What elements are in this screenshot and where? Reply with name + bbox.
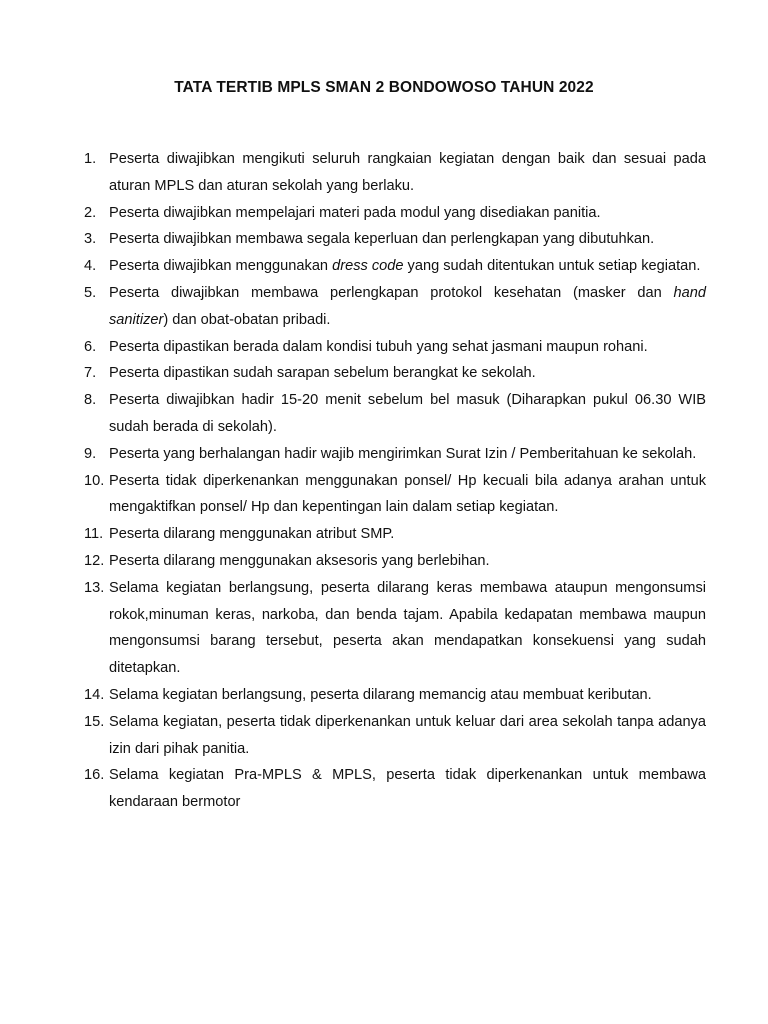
- rule-item: [84, 200, 706, 227]
- rule-number: 10.: [84, 472, 105, 489]
- rule-text-segment: Selama kegiatan Pra-MPLS & MPLS, peserta tidak diperkenankan untuk membawa kendaraan bermotor: [109, 767, 706, 811]
- rule-number: 16.: [84, 767, 105, 784]
- rule-item: [84, 253, 706, 280]
- rule-text-segment: Peserta diwajibkan mengikuti seluruh rangkaian kegiatan dengan baik dan sesuai pada aturan MPLS dan aturan sekolah yang berlaku.: [109, 151, 706, 194]
- rule-number: 15.: [84, 713, 105, 730]
- rule-number: 9.: [84, 445, 97, 462]
- rule-text-segment: Peserta yang berhalangan hadir wajib mengirimkan Surat Izin / Pemberitahuan ke sekolah.: [109, 445, 697, 462]
- rule-text-segment: Peserta diwajibkan mempelajari materi pada modul yang disediakan panitia.: [109, 204, 601, 221]
- rule-number: 6.: [84, 338, 97, 355]
- rule-item: [84, 441, 706, 468]
- rules-list: [84, 146, 706, 816]
- rule-text: [109, 339, 648, 355]
- rule-item: [84, 334, 706, 361]
- rule-item: [84, 762, 706, 816]
- rule-text-segment: yang sudah ditentukan untuk setiap kegiatan.: [403, 258, 701, 275]
- rule-text: [109, 365, 536, 381]
- rule-number: 2.: [84, 204, 97, 221]
- rule-text: [109, 714, 706, 757]
- rule-number: 7.: [84, 365, 97, 382]
- rule-number: 11.: [84, 526, 104, 543]
- rule-item: [84, 682, 706, 709]
- rule-text: [109, 258, 700, 274]
- rule-item: [84, 280, 706, 334]
- rule-text-segment: Peserta diwajibkan membawa segala keperluan dan perlengkapan yang dibutuhkan.: [109, 231, 655, 248]
- rule-item: [84, 360, 706, 387]
- rule-number: 13.: [84, 579, 105, 596]
- rule-text-segment: Peserta diwajibkan membawa perlengkapan protokol kesehatan (masker dan: [109, 284, 674, 301]
- rule-item: [84, 468, 706, 522]
- rule-number: 4.: [84, 258, 97, 275]
- rule-number: 14.: [84, 686, 105, 703]
- rule-text: [109, 687, 652, 703]
- rule-text-segment: Selama kegiatan berlangsung, peserta dilarang memancig atau membuat keributan.: [109, 686, 652, 703]
- rule-text-segment: Peserta dipastikan berada dalam kondisi tubuh yang sehat jasmani maupun rohani.: [109, 338, 648, 355]
- rule-item: [84, 226, 706, 253]
- rule-text-segment: Peserta dilarang menggunakan aksesoris yang berlebihan.: [109, 552, 490, 569]
- rule-text: [109, 473, 706, 516]
- rule-item: [84, 521, 706, 548]
- rule-number: 12.: [84, 552, 105, 569]
- rule-text-segment: Selama kegiatan berlangsung, peserta dilarang keras membawa ataupun mengonsumsi rokok,minuman keras, narkoba, dan benda tajam. Apabila kedapatan membawa maupun mengonsumsi barang tersebut, peserta akan mendapatkan konsekuensi yang sudah ditetapkan.: [109, 579, 706, 677]
- rule-text: [109, 580, 706, 676]
- rule-text-italic: hand sanitizer: [109, 284, 706, 328]
- rule-text: [109, 446, 696, 462]
- rule-number: 5.: [84, 284, 97, 301]
- rule-text-segment: Peserta dipastikan sudah sarapan sebelum berangkat ke sekolah.: [109, 365, 536, 382]
- rule-text: [109, 526, 394, 542]
- rule-item: [84, 709, 706, 763]
- rule-text-segment: Peserta dilarang menggunakan atribut SMP.: [109, 526, 395, 543]
- rule-number: 8.: [84, 392, 97, 409]
- rule-item: [84, 146, 706, 200]
- rule-item: [84, 575, 706, 682]
- rule-text-segment: Peserta diwajibkan hadir 15-20 menit sebelum bel masuk (Diharapkan pukul 06.30 WIB sudah berada di sekolah).: [109, 392, 706, 435]
- rule-text: [109, 553, 490, 569]
- rule-text: [109, 392, 706, 435]
- rule-text-segment: Selama kegiatan, peserta tidak diperkenankan untuk keluar dari area sekolah tanpa adanya izin dari pihak panitia.: [109, 713, 706, 757]
- rule-text-segment: Peserta tidak diperkenankan menggunakan ponsel/ Hp kecuali bila adanya arahan untuk mengaktifkan ponsel/ Hp dan kepentingan lain dalam setiap kegiatan.: [109, 472, 706, 516]
- rule-text-segment: ) dan obat-obatan pribadi.: [163, 311, 331, 328]
- rule-text: [109, 231, 654, 247]
- rule-text-segment: Peserta diwajibkan menggunakan: [109, 258, 333, 275]
- rule-item: [84, 387, 706, 441]
- rule-text-italic: dress code: [332, 258, 404, 275]
- page-title: TATA TERTIB MPLS SMAN 2 BONDOWOSO TAHUN 2022: [174, 79, 594, 96]
- rule-text: [109, 285, 706, 328]
- rule-number: 3.: [84, 231, 97, 248]
- rule-text: [109, 205, 601, 221]
- rule-item: [84, 548, 706, 575]
- rule-number: 1.: [84, 151, 97, 167]
- rule-text: [109, 767, 706, 810]
- rule-text: [109, 151, 706, 194]
